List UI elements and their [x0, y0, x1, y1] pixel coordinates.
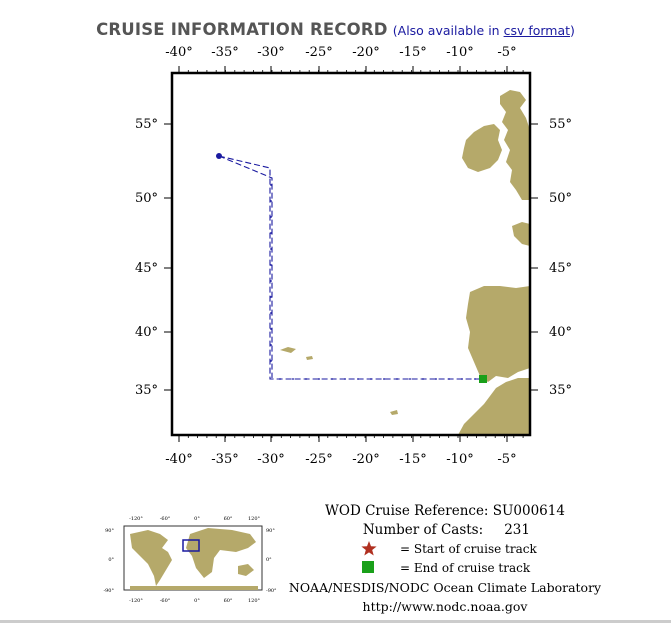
inset-lon-label: 0° [194, 598, 200, 604]
inset-lon-label: -120° [129, 598, 143, 604]
station-dot [318, 378, 320, 380]
inset-lon-label: -60° [159, 598, 171, 604]
station-dot [270, 216, 272, 218]
longitude-label: -30° [257, 45, 285, 60]
inset-lat-label: 0° [108, 557, 114, 563]
station-dot [270, 184, 272, 186]
longitude-label: -30° [257, 452, 285, 467]
longitude-label: -20° [352, 452, 380, 467]
station-dot [474, 378, 476, 380]
bottom-longitude-labels [165, 452, 516, 467]
number-of-casts-value: 231 [504, 522, 530, 538]
longitude-label: -25° [305, 45, 333, 60]
inset-world-map [103, 516, 277, 604]
latitude-label: 50° [549, 191, 573, 206]
station-dot [461, 378, 463, 380]
station-dot [270, 312, 272, 314]
cruise-end-marker [479, 375, 487, 383]
left-latitude-labels [135, 117, 158, 398]
station-dot [270, 344, 272, 346]
latitude-label: 50° [134, 191, 158, 206]
axis-ticks [164, 66, 538, 442]
station-dot [370, 378, 372, 380]
inset-lat-label: -90° [266, 588, 277, 594]
longitude-label: -40° [165, 452, 193, 467]
station-dot [270, 264, 272, 266]
latitude-label: 55° [549, 117, 573, 132]
lab-url: http://www.nodc.noaa.gov [362, 599, 528, 614]
station-dot [344, 378, 346, 380]
station-dot [270, 200, 272, 202]
cruise-start-marker [216, 153, 222, 159]
station-dot [270, 232, 272, 234]
station-dot [270, 248, 272, 250]
station-dot [305, 378, 307, 380]
csv-note-suffix: ) [570, 23, 575, 38]
inset-lon-label: 60° [223, 598, 233, 604]
inset-antarctica [130, 586, 258, 590]
station-dot [292, 378, 294, 380]
latitude-label: 45° [134, 261, 158, 276]
station-dot [409, 378, 411, 380]
longitude-label: -40° [165, 45, 193, 60]
cruise-track-b [219, 156, 272, 378]
land-brittany [512, 222, 530, 246]
longitude-label: -5° [497, 452, 517, 467]
station-dot [279, 378, 281, 380]
inset-lon-label: -120° [129, 516, 143, 522]
station-dot [270, 296, 272, 298]
end-square-icon [362, 561, 374, 573]
inset-longitude-labels-bottom [129, 598, 260, 604]
top-longitude-labels [165, 45, 516, 60]
map-frame [172, 73, 530, 435]
csv-note-prefix: (Also available in [392, 23, 504, 38]
station-dot [396, 378, 398, 380]
inset-lon-label: 120° [247, 598, 261, 604]
page-title: CRUISE INFORMATION RECORD [96, 20, 388, 39]
land-iberia [466, 286, 530, 382]
lab-name: NOAA/NESDIS/NODC Ocean Climate Laboratory [288, 580, 602, 595]
latitude-label: 45° [549, 261, 573, 276]
station-dot [383, 378, 385, 380]
longitude-label: -35° [211, 452, 239, 467]
inset-longitude-labels-top [129, 516, 260, 522]
inset-lat-label: 90° [266, 528, 275, 534]
longitude-label: -5° [497, 45, 517, 60]
land-great-britain [500, 90, 530, 200]
land-masses [280, 90, 530, 435]
wod-cruise-reference: WOD Cruise Reference: SU000614 [325, 503, 565, 519]
number-of-casts-label: Number of Casts: [362, 522, 484, 538]
inset-lon-label: -60° [159, 516, 171, 522]
station-dot [357, 378, 359, 380]
longitude-label: -35° [211, 45, 239, 60]
inset-lon-label: 120° [247, 516, 261, 522]
inset-lon-label: 0° [194, 516, 200, 522]
track-station-dots [270, 184, 476, 380]
longitude-label: -15° [399, 452, 427, 467]
longitude-label: -20° [352, 45, 380, 60]
longitude-label: -15° [399, 45, 427, 60]
right-latitude-labels [549, 117, 572, 398]
station-dot [270, 328, 272, 330]
inset-lat-label: -90° [103, 588, 114, 594]
start-star-icon [361, 541, 376, 556]
longitude-label: -25° [305, 452, 333, 467]
land-north-africa [458, 378, 530, 435]
station-dot [422, 378, 424, 380]
inset-lat-label: 90° [105, 528, 114, 534]
end-of-track-label: = End of cruise track [400, 561, 531, 575]
cruise-track-a [219, 156, 483, 379]
station-dot [270, 360, 272, 362]
latitude-label: 55° [134, 117, 158, 132]
station-dot [270, 280, 272, 282]
land-ireland [462, 124, 502, 172]
longitude-label: -10° [446, 452, 474, 467]
latitude-label: 35° [549, 383, 573, 398]
latitude-label: 40° [134, 325, 158, 340]
longitude-label: -10° [446, 45, 474, 60]
station-dot [331, 378, 333, 380]
station-dot [435, 378, 437, 380]
inset-lon-label: 60° [223, 516, 233, 522]
csv-format-link[interactable]: csv format [503, 23, 571, 38]
latitude-label: 40° [549, 325, 573, 340]
latitude-label: 35° [134, 383, 158, 398]
land-azores [280, 347, 398, 415]
start-of-track-label: = Start of cruise track [400, 542, 537, 556]
station-dot [448, 378, 450, 380]
inset-lat-label: 0° [266, 557, 272, 563]
map-legend [289, 503, 602, 614]
